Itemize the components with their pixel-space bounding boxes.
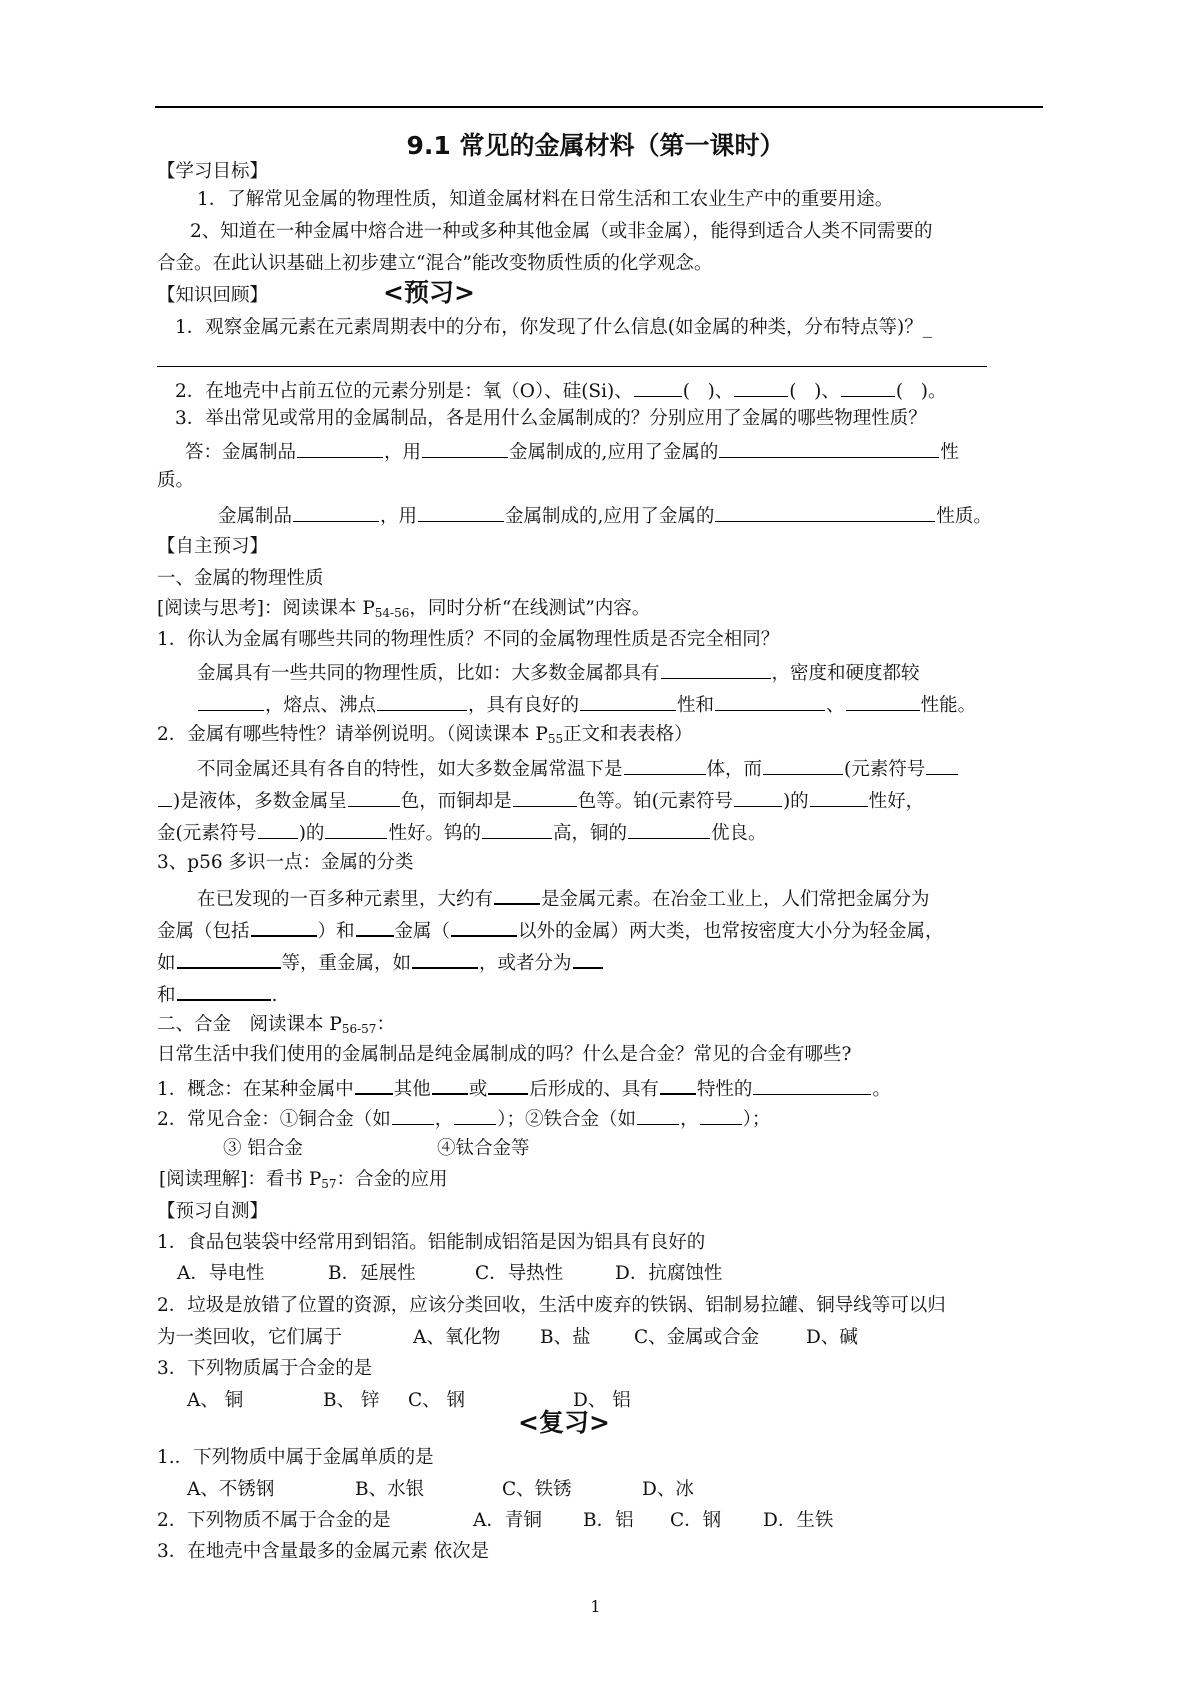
part1-read: [阅读与思考]：阅读课本 $P_{54-56}$，同时分析“在线测试”内容。 [157, 598, 651, 620]
part1-q3-line4: 和 . [157, 981, 277, 1008]
review-tag: <复习> [518, 1408, 610, 1437]
objective-2b: 合金。在此认识基础上初步建立“混合”能改变物质性质的化学观念。 [157, 253, 713, 274]
part1-q3-line3: 如 等，重金属，如 ，或者分为 [157, 949, 604, 976]
part1-q1-line2: ，熔点、沸点 ，具有良好的 性和 、 性能。 [197, 692, 976, 718]
section-review: 【知识回顾】 [157, 285, 269, 306]
test-q2b: 为一类回收，它们属于 [157, 1327, 343, 1348]
review-q3: 3．举出常见或常用的金属制品，各是用什么金属制成的？分别应用了金属的哪些物理性质？ [175, 408, 927, 429]
review-answer-1-tail: 质。 [157, 470, 195, 491]
part1-q3: 3、p56 多识一点：金属的分类 [157, 852, 414, 873]
part2-aluminum-alloy: ③ 铝合金 [223, 1138, 303, 1159]
test-q1-option-b: B．延展性 [328, 1263, 416, 1284]
section-objectives: 【学习目标】 [157, 161, 269, 182]
part2-intro: 日常生活中我们使用的金属制品是纯金属制成的吗？什么是合金？常见的合金有哪些? [157, 1044, 852, 1065]
review-q1-answer-line [157, 366, 987, 367]
part1-q1-line1: 金属具有一些共同的物理性质，比如：大多数金属都具有 ，密度和硬度都较 [197, 660, 920, 686]
test-q2-option-c: C、金属或合金 [634, 1327, 760, 1348]
test-q3: 3．下列物质属于合金的是 [157, 1358, 373, 1379]
part2-concept: 1．概念：在某种金属中 其他 或 后形成的、具有 特性的 。 [157, 1075, 891, 1102]
test-q1: 1．食品包装袋中经常用到铝箔。铝能制成铝箔是因为铝具有良好的 [157, 1232, 706, 1253]
review-q1: 1．观察金属元素在元素周期表中的分布，你发现了什么信息(如金属的种类，分布特点等)？_ [175, 317, 932, 338]
part1-q3-line2: 金属（包括 ）和 金属（ 以外的金属）两大类，也常按密度大小分为轻金属， [157, 917, 944, 944]
review-q2: 2．在地壳中占前五位的元素分别是：氧（O）、硅(Si)、 ( )、 ( )、 ( )。 [175, 378, 946, 404]
part2-titanium-alloy: ④钛合金等 [437, 1138, 530, 1159]
review2-q2-option-d: D．生铁 [763, 1510, 834, 1531]
part2-heading: 二、合金 阅读课本 $P_{56-57}$： [157, 1014, 395, 1036]
test-q1-option-c: C．导热性 [475, 1263, 564, 1284]
section-self-test: 【预习自测】 [157, 1201, 269, 1222]
test-q3-option-d: D、 铝 [573, 1390, 631, 1411]
review2-q2-option-c: C．钢 [670, 1510, 722, 1531]
test-q2-option-b: B、盐 [540, 1327, 591, 1348]
review2-q1-option-d: D、冰 [642, 1479, 694, 1500]
part1-heading: 一、金属的物理性质 [157, 568, 324, 589]
test-q3-option-c: C、 钢 [408, 1390, 466, 1411]
part1-q1: 1．你认为金属有哪些共同的物理性质？不同的金属物理性质是否完全相同？ [157, 629, 780, 650]
review2-q2: 2．下列物质不属于合金的是 [157, 1510, 391, 1531]
part1-q3-line1: 在已发现的一百多种元素里，大约有 是金属元素。在冶金工业上，人们常把金属分为 [197, 885, 930, 912]
test-q2-option-d: D、碱 [806, 1327, 858, 1348]
test-q2a: 2．垃圾是放错了位置的资源，应该分类回收，生活中废弃的铁锅、铝制易拉罐、铜导线等可以归 [157, 1295, 946, 1316]
review2-q1-option-b: B、水银 [355, 1479, 425, 1500]
test-q2-option-a: A、氧化物 [413, 1327, 501, 1348]
part1-q2-line1: 不同金属还具有各自的特性，如大多数金属常温下是 体，而 (元素符号 [197, 756, 959, 782]
part1-q2-line2: )是液体，多数金属呈 色，而铜却是 色等。铂(元素符号 )的 性好， [157, 788, 924, 814]
page-number: 1 [590, 1597, 601, 1616]
review2-q1-option-c: C、铁锈 [502, 1479, 572, 1500]
review2-q2-option-b: B．铝 [583, 1510, 634, 1531]
review2-q1-option-a: A、不锈钢 [187, 1479, 275, 1500]
page-title: 9.1 常见的金属材料（第一课时） [406, 131, 785, 160]
objective-1: 1．了解常见金属的物理性质，知道金属材料在日常生活和工农业生产中的重要用途。 [197, 189, 894, 210]
review2-q2-option-a: A．青铜 [473, 1510, 542, 1531]
section-self-preview: 【自主预习】 [157, 536, 269, 557]
review-answer-1: 答：金属制品 ，用 金属制成的,应用了金属的 性 [185, 439, 959, 465]
test-q1-option-d: D．抗腐蚀性 [615, 1263, 723, 1284]
test-q3-option-b: B、 锌 [323, 1390, 380, 1411]
review2-q1: 1.．下列物质中属于金属单质的是 [157, 1447, 434, 1468]
objective-2a: 2、知道在一种金属中熔合进一种或多种其他金属（或非金属），能得到适合人类不同需要的 [190, 221, 933, 242]
part1-q2: 2．金属有哪些特性？请举例说明。（阅读课本 $P_{55}$正文和表表格） [157, 724, 693, 746]
review-answer-2: 金属制品 ，用 金属制成的,应用了金属的 性质。 [218, 503, 992, 529]
part2-read: [阅读理解]：看书 $P_{57}$：合金的应用 [159, 1169, 448, 1191]
part2-common-alloys: 2．常见合金：①铜合金（如 ， ）；②铁合金（如 ， ）； [157, 1106, 770, 1132]
review2-q3: 3．在地壳中含量最多的金属元素 依次是 [157, 1541, 490, 1562]
preview-tag: <预习> [383, 278, 475, 307]
header-rule [155, 106, 1043, 108]
test-q3-option-a: A、 铜 [187, 1390, 244, 1411]
part1-q2-line3: 金(元素符号 )的 性好。钨的 高，铜的 优良。 [157, 820, 766, 846]
test-q1-option-a: A．导电性 [177, 1263, 265, 1284]
